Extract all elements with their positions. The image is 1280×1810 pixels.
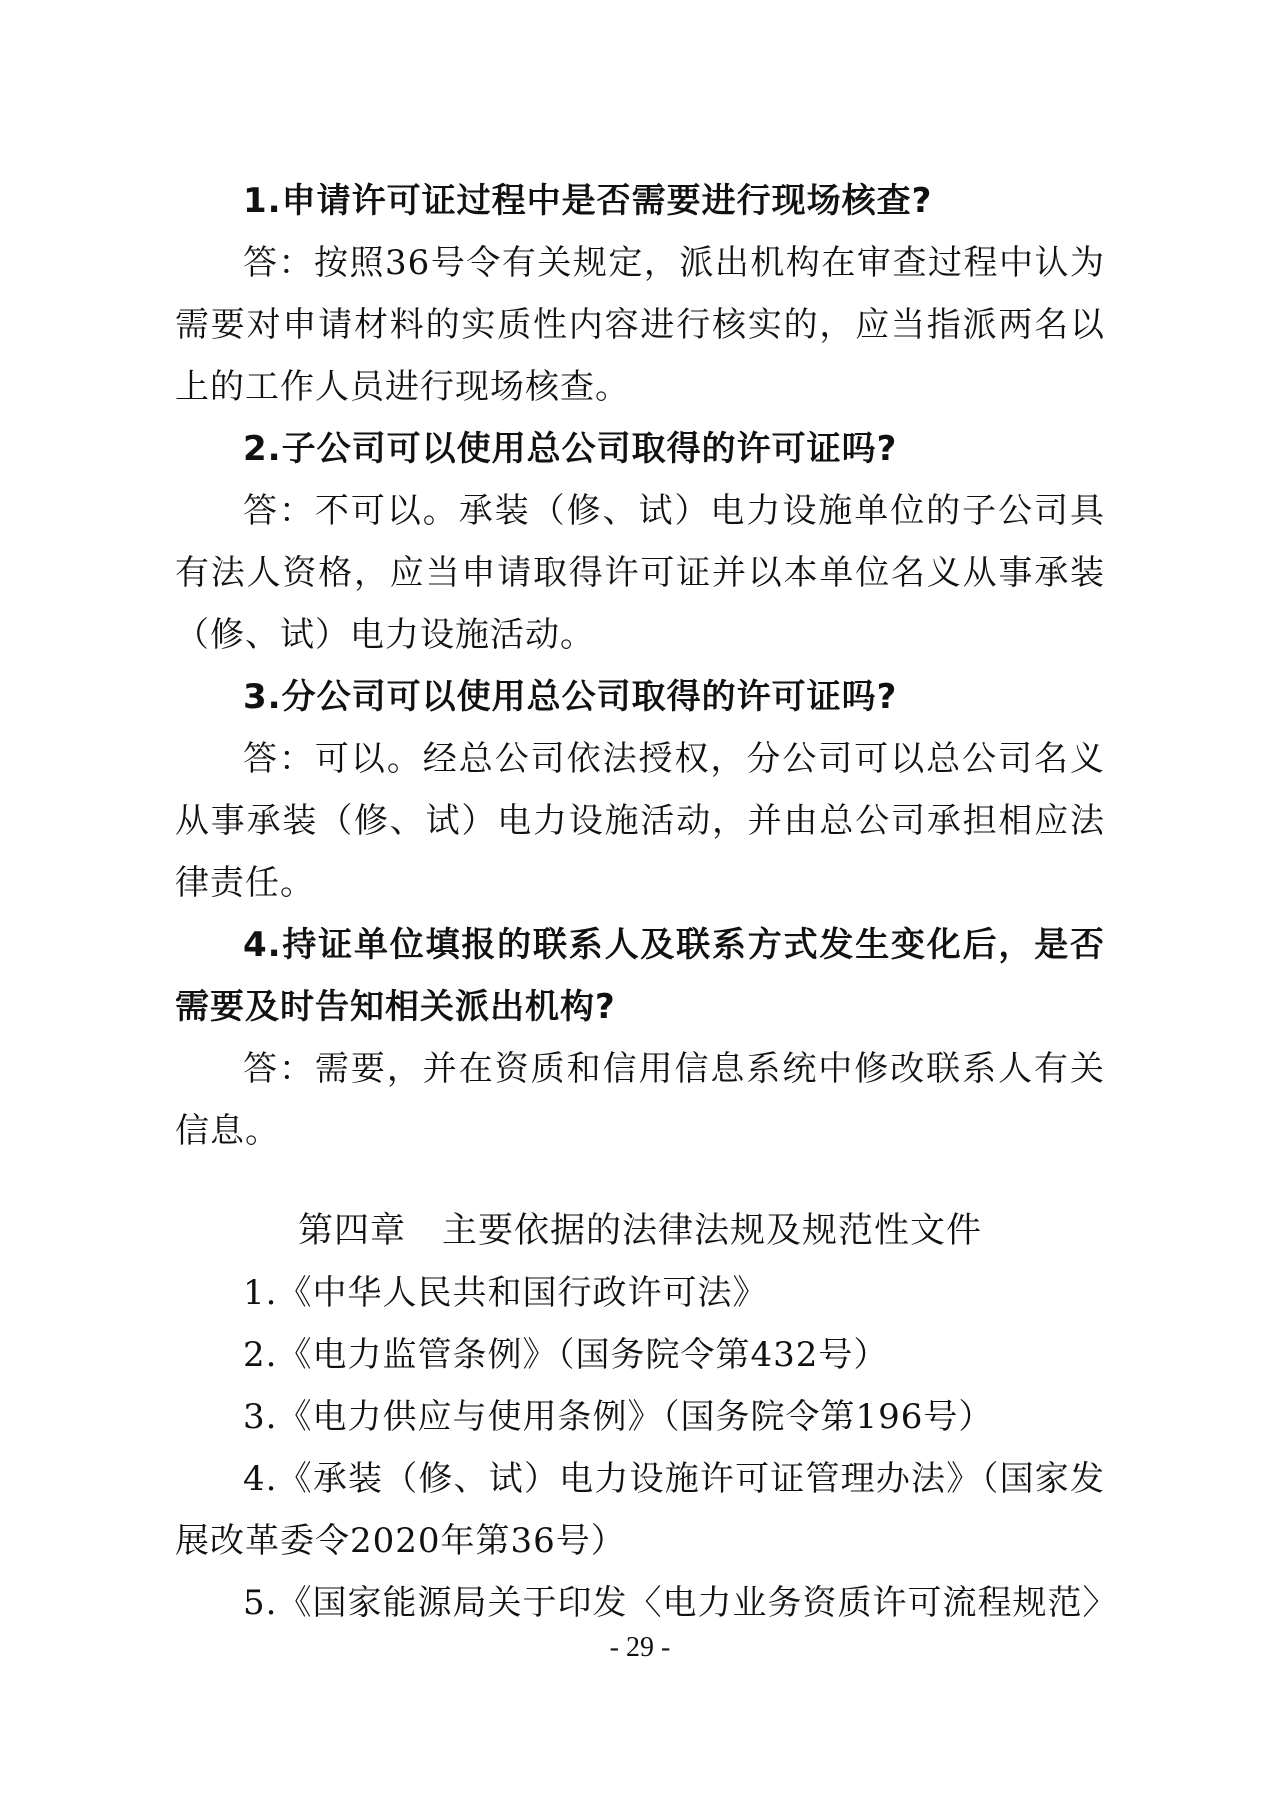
faq-answer-2: 答：不可以。承装（修、试）电力设施单位的子公司具有法人资格，应当申请取得许可证并以本单位名义从事承装（修、试）电力设施活动。 bbox=[175, 491, 1105, 655]
faq-answer-4: 答：需要，并在资质和信用信息系统中修改联系人有关信息。 bbox=[175, 1049, 1105, 1151]
faq-question-1: 1.申请许可证过程中是否需要进行现场核查? bbox=[243, 181, 933, 221]
faq-question-4: 4.持证单位填报的联系人及联系方式发生变化后，是否需要及时告知相关派出机构? bbox=[175, 925, 1105, 1027]
law-item-3: 3.《电力供应与使用条例》（国务院令第196号） bbox=[243, 1397, 994, 1437]
law-item-2: 2.《电力监管条例》（国务院令第432号） bbox=[243, 1335, 889, 1375]
law-list bbox=[175, 1262, 1118, 1634]
faq-question-2: 2.子公司可以使用总公司取得的许可证吗? bbox=[243, 429, 898, 469]
chapter-title: 第四章 主要依据的法律法规及规范性文件 bbox=[297, 1211, 982, 1251]
law-item-1: 1.《中华人民共和国行政许可法》 bbox=[243, 1273, 768, 1313]
law-item-5: 5.《国家能源局关于印发〈电力业务资质许可流程规范〉 bbox=[243, 1583, 1118, 1623]
faq-answer-3: 答：可以。经总公司依法授权，分公司可以总公司名义从事承装（修、试）电力设施活动，并由总公司承担相应法律责任。 bbox=[175, 739, 1105, 903]
faq-question-3: 3.分公司可以使用总公司取得的许可证吗? bbox=[243, 677, 898, 717]
page-content bbox=[175, 170, 1118, 1634]
page-number: - 29 - bbox=[609, 1632, 671, 1663]
law-item-4: 4.《承装（修、试）电力设施许可证管理办法》（国家发展改革委令2020年第36号） bbox=[175, 1459, 1105, 1561]
faq-answer-1: 答：按照36号令有关规定，派出机构在审查过程中认为需要对申请材料的实质性内容进行核实的，应当指派两名以上的工作人员进行现场核查。 bbox=[175, 243, 1105, 407]
